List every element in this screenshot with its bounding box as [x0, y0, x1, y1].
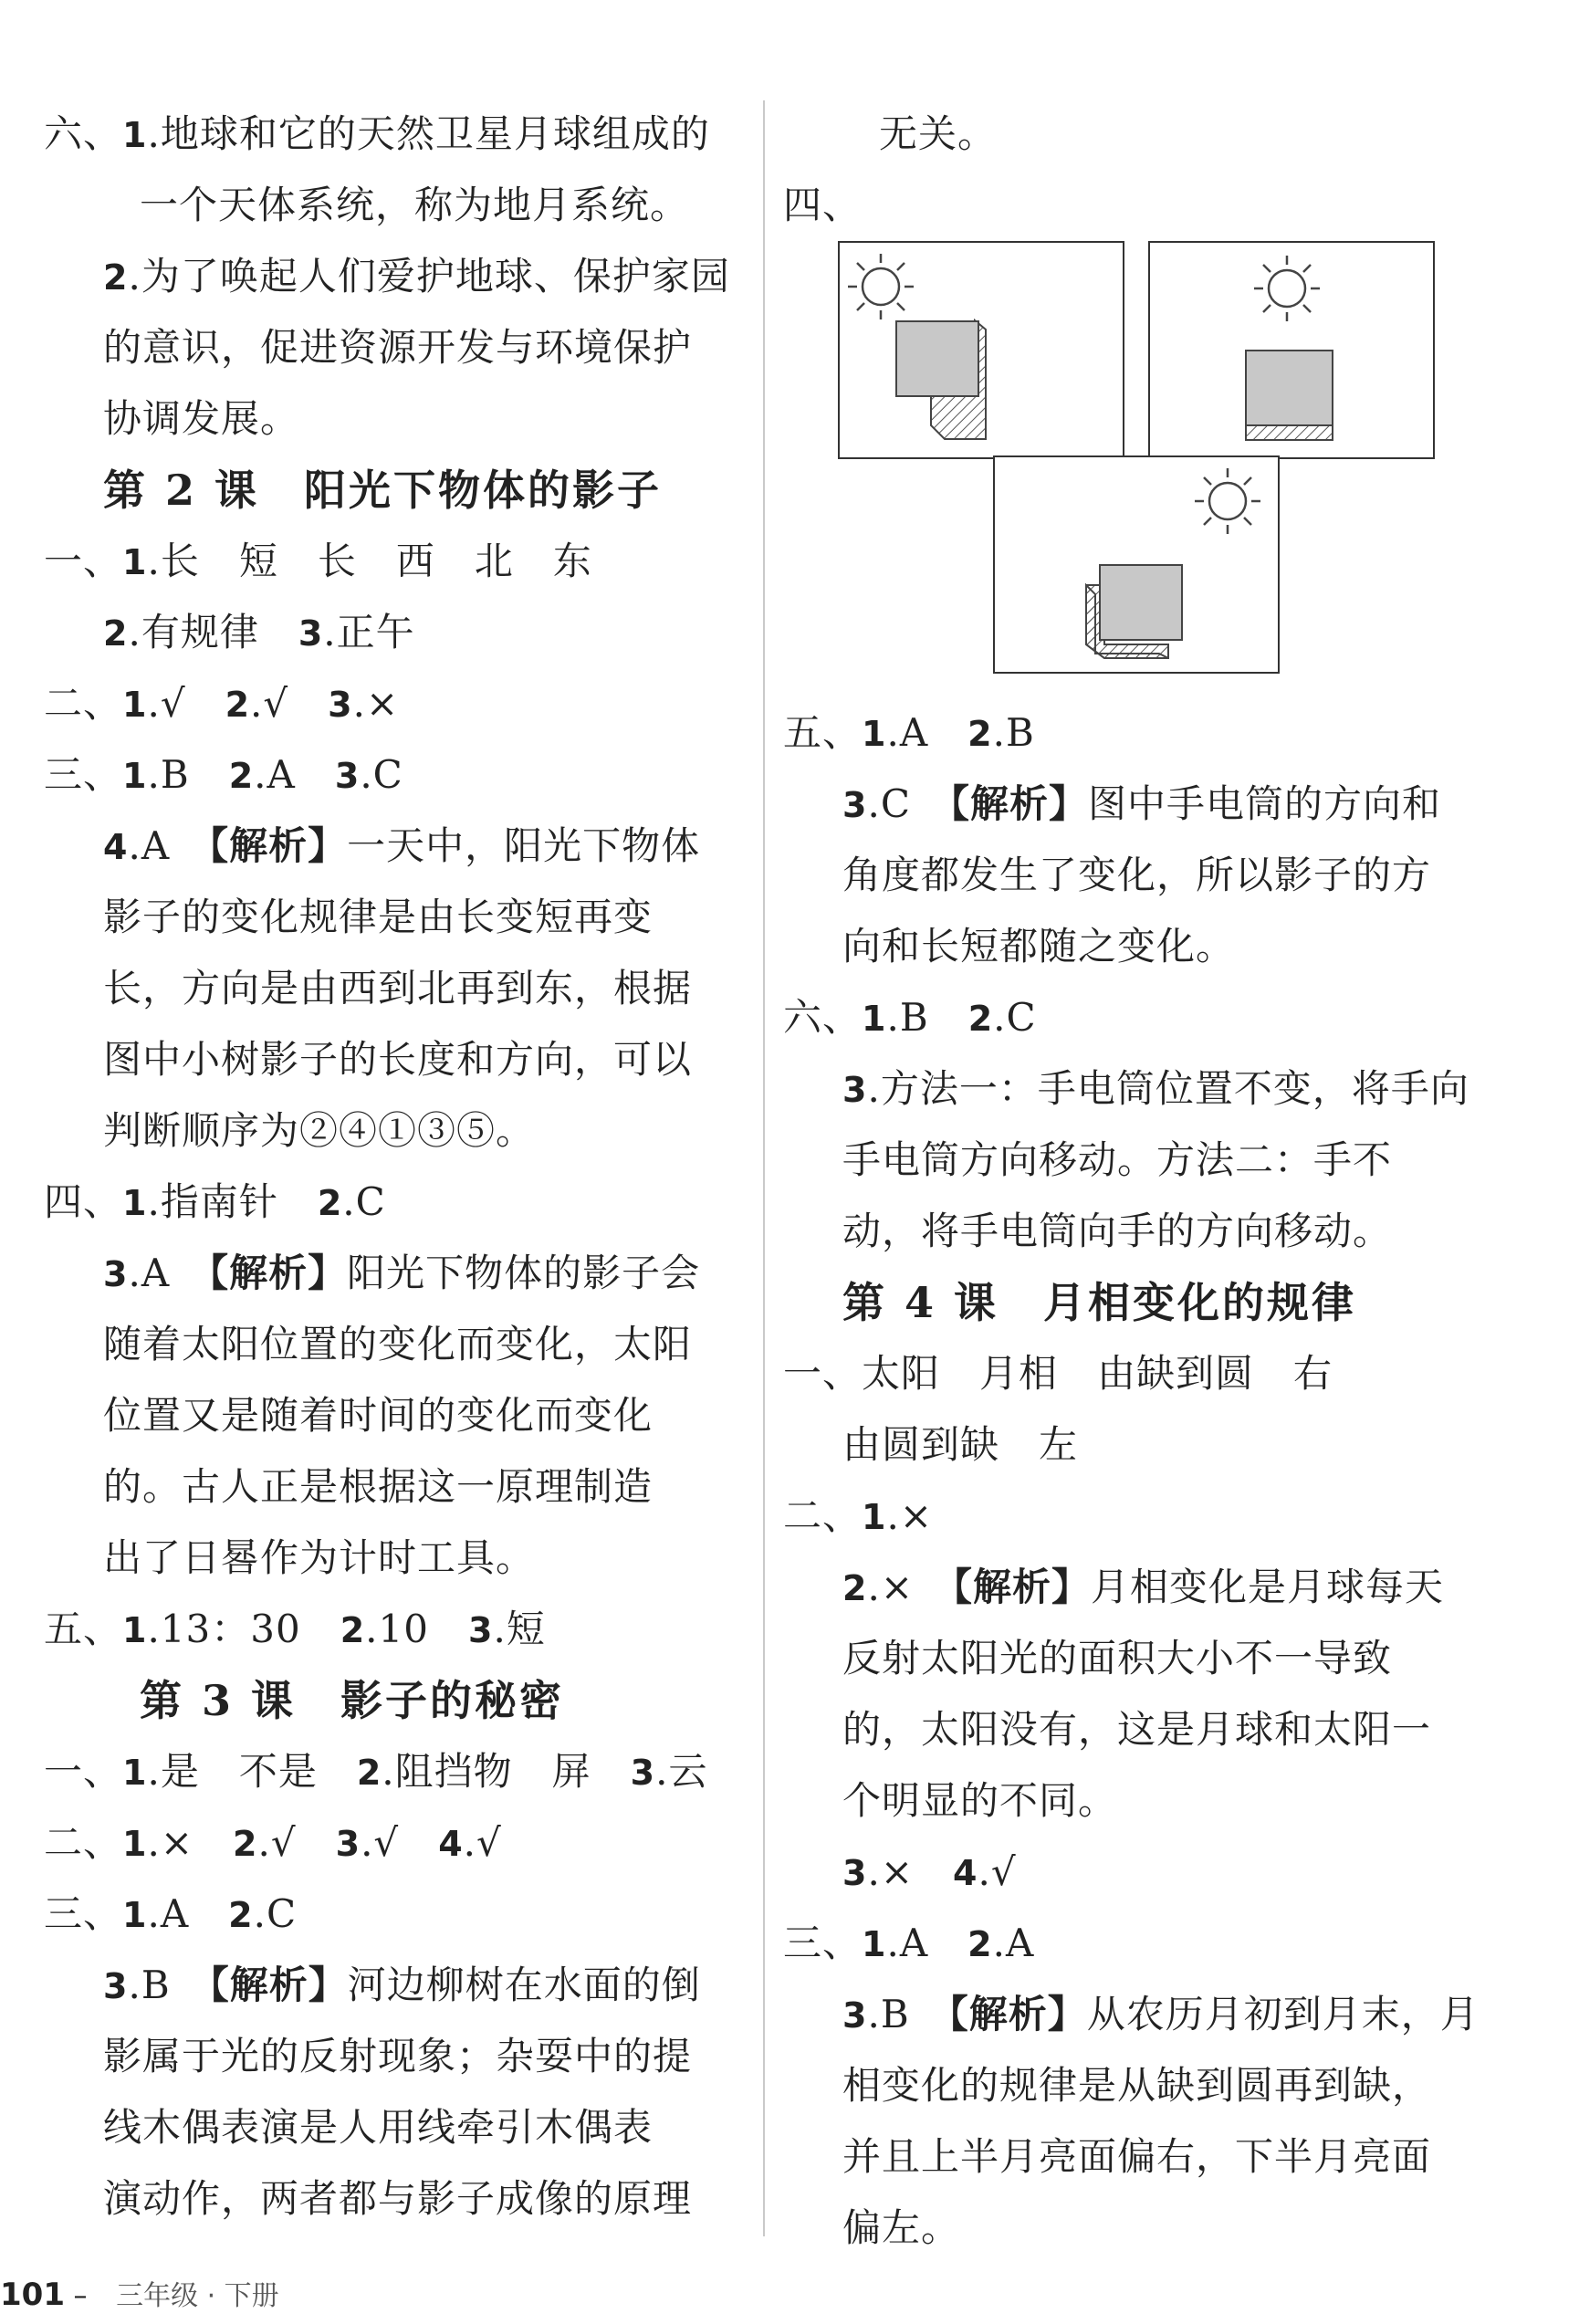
- answer-text: A: [267, 752, 335, 797]
- answer-text: 地球和它的天然卫星月球组成的: [160, 111, 710, 156]
- question-dot: .: [992, 1921, 1006, 1965]
- question-number: 1: [862, 1924, 887, 1964]
- question-number: 1: [122, 1183, 148, 1223]
- grade-label: 三年级 · 下册: [116, 2280, 279, 2312]
- answer-line: [44, 2092, 747, 2163]
- answer-line: [783, 1765, 1495, 1837]
- answer-line: [44, 597, 747, 668]
- answer-line: [783, 1908, 1495, 1979]
- answer-text: 是 不是: [160, 1749, 357, 1794]
- answer-line: [783, 911, 1495, 982]
- question-number: 3: [842, 785, 868, 825]
- answer-line: [783, 99, 1495, 170]
- answer-text: 出了日晷作为计时工具。: [103, 1535, 536, 1580]
- question-number: 2: [967, 714, 993, 754]
- section-label: 五、: [783, 710, 863, 755]
- answer-line: [44, 241, 747, 312]
- question-number: 3: [298, 613, 324, 654]
- answer-text: 无关。: [879, 111, 998, 156]
- answer-line: [44, 1167, 747, 1238]
- answer-text: ×: [880, 1849, 954, 1894]
- answer-text: 并且上半月亮面偏右，下半月亮面: [842, 2134, 1432, 2179]
- sun-icon: [1254, 256, 1320, 321]
- answer-line: [783, 982, 1495, 1053]
- question-dot: .: [382, 1749, 395, 1794]
- answer-text: 反射太阳光的面积大小不一导致: [842, 1636, 1393, 1680]
- answer-line: [783, 1837, 1495, 1908]
- question-dot: .: [463, 1820, 476, 1865]
- answer-text: B: [880, 1992, 949, 2036]
- answer-text: 方法一：手电筒位置不变，将手向: [880, 1066, 1469, 1111]
- answer-text: 的，太阳没有，这是月球和太阳一: [842, 1707, 1432, 1752]
- section-label: 六、: [44, 111, 123, 156]
- analysis-tag: 【解析】: [209, 1251, 348, 1295]
- answer-text: 随着太阳位置的变化而变化，太阳: [103, 1322, 693, 1366]
- answer-text: 的意识，促进资源开发与环境保护: [103, 325, 693, 370]
- question-dot: .: [128, 1963, 141, 2007]
- answer-text: 图中手电筒的方向和: [1087, 781, 1441, 826]
- question-number: 2: [317, 1183, 343, 1223]
- question-dot: .: [867, 1992, 881, 2036]
- question-number: 1: [862, 999, 887, 1039]
- answer-text: B: [899, 995, 968, 1040]
- answer-line: [783, 2050, 1495, 2121]
- answer-text: √: [476, 1820, 502, 1865]
- answer-line: [783, 2193, 1495, 2264]
- question-dot: .: [886, 1921, 900, 1965]
- answer-text: 阻挡物 屏: [394, 1749, 631, 1794]
- question-number: 2: [228, 1895, 254, 1935]
- answer-line: [44, 1523, 747, 1594]
- answer-text: B: [1005, 710, 1035, 755]
- answer-text: 影属于光的反射现象；杂耍中的提: [103, 2034, 693, 2078]
- answer-text: 长 短 长 西 北 东: [160, 539, 592, 583]
- question-number: 2: [967, 1924, 993, 1964]
- question-number: 1: [122, 1895, 148, 1935]
- answer-text: A: [899, 1921, 968, 1965]
- answer-line: [44, 1736, 747, 1807]
- question-dot: .: [867, 1565, 881, 1609]
- answer-line: [783, 1338, 1495, 1409]
- question-dot: .: [147, 1891, 161, 1936]
- answer-text: 指南针: [160, 1179, 318, 1224]
- question-dot: .: [128, 823, 141, 868]
- section-label: 三、: [783, 1921, 863, 1965]
- answer-line: [44, 1807, 747, 1879]
- lesson-heading: 第 3 课 影子的秘密: [140, 1676, 565, 1725]
- answer-line: [44, 170, 747, 241]
- section-label: 四、: [44, 1179, 123, 1224]
- answer-line: [44, 526, 747, 597]
- question-number: 2: [103, 613, 129, 654]
- analysis-tag: 【解析】: [209, 823, 348, 868]
- question-number: 2: [228, 756, 255, 796]
- answer-text: 偏左。: [842, 2205, 961, 2250]
- answer-text: 太阳 月相 由缺到圆 右: [862, 1351, 1333, 1396]
- answer-line: [44, 1024, 747, 1095]
- answer-text: 线木偶表演是人用线牵引木偶表: [103, 2105, 654, 2150]
- question-dot: .: [655, 1749, 669, 1794]
- answer-text: C: [1006, 995, 1037, 1040]
- question-dot: .: [147, 1749, 161, 1794]
- page-footer: [0, 2273, 279, 2313]
- answer-line: [44, 882, 747, 953]
- answer-text: 位置又是随着时间的变化而变化: [103, 1393, 654, 1438]
- question-number: 3: [103, 1966, 129, 2006]
- question-dot: .: [253, 1891, 267, 1936]
- answer-text: 为了唤起人们爱护地球、保护家园: [141, 254, 730, 298]
- answer-text: ×: [365, 681, 400, 726]
- answer-line: [44, 2163, 747, 2235]
- answer-line: [783, 840, 1495, 911]
- question-dot: .: [867, 1066, 881, 1111]
- question-number: 1: [122, 1610, 148, 1650]
- question-number: 1: [122, 115, 148, 155]
- answer-line: [783, 1694, 1495, 1765]
- question-dot: .: [352, 681, 366, 726]
- answer-text: 正午: [336, 610, 415, 654]
- footer-dash: –: [73, 2280, 88, 2312]
- answer-text: A: [160, 1891, 229, 1936]
- answer-text: A: [899, 710, 968, 755]
- answer-text: 由圆到缺 左: [842, 1422, 1079, 1467]
- question-number: 1: [122, 542, 148, 582]
- answer-line: [44, 1879, 747, 1950]
- question-number: 1: [122, 1824, 148, 1864]
- section-label: 二、: [44, 681, 123, 726]
- section-label: 三、: [44, 1891, 123, 1936]
- question-dot: .: [128, 610, 141, 654]
- question-dot: .: [254, 752, 267, 797]
- question-dot: .: [342, 1179, 356, 1224]
- question-dot: .: [886, 1493, 900, 1538]
- block-front: [1100, 565, 1182, 640]
- answer-line: [44, 99, 747, 170]
- answer-line: [44, 1451, 747, 1523]
- column-divider: [763, 100, 765, 2236]
- answer-line: [783, 1409, 1495, 1481]
- sun-icon: [848, 254, 914, 319]
- answer-line: [44, 1309, 747, 1380]
- shadow-figure-2: [1148, 241, 1435, 459]
- question-dot: .: [992, 710, 1006, 755]
- question-number: 3: [630, 1753, 656, 1793]
- question-dot: .: [250, 681, 264, 726]
- answer-line: [44, 953, 747, 1024]
- answer-text: 向和长短都随之变化。: [842, 924, 1236, 968]
- answer-line: [783, 1979, 1495, 2050]
- question-number: 1: [122, 1753, 148, 1793]
- analysis-tag: 【解析】: [949, 781, 1088, 826]
- question-dot: .: [360, 752, 373, 797]
- answer-text: 动，将手电筒向手的方向移动。: [842, 1209, 1393, 1253]
- question-number: 3: [103, 1254, 129, 1294]
- question-number: 1: [862, 1497, 887, 1537]
- answer-text: 云: [668, 1749, 708, 1794]
- question-dot: .: [978, 1849, 991, 1894]
- answer-text: 从农历月初到月末，月: [1086, 1992, 1480, 2036]
- section-label: 一、: [44, 1749, 123, 1794]
- answer-text: 的。古人正是根据这一原理制造: [103, 1464, 654, 1509]
- analysis-tag: 【解析】: [209, 1963, 348, 2007]
- block-front: [1246, 351, 1333, 425]
- lesson-heading: 第 4 课 月相变化的规律: [842, 1278, 1357, 1327]
- question-number: 4: [438, 1824, 464, 1864]
- answer-text: C: [266, 1891, 298, 1936]
- question-dot: .: [365, 1607, 379, 1651]
- left-column: [44, 99, 747, 2235]
- question-number: 2: [103, 257, 129, 298]
- answer-text: 相变化的规律是从缺到圆再到缺，: [842, 2063, 1432, 2108]
- question-dot: .: [128, 1251, 141, 1295]
- section-label: 二、: [44, 1820, 123, 1865]
- answer-line: [44, 383, 747, 455]
- analysis-tag: 【解析】: [953, 1565, 1092, 1609]
- question-dot: .: [867, 1849, 881, 1894]
- question-number: 2: [967, 999, 994, 1039]
- question-number: 2: [356, 1753, 382, 1793]
- section-label: 四、: [783, 183, 863, 227]
- section-label: 一、: [783, 1351, 863, 1396]
- question-dot: .: [867, 781, 881, 826]
- question-number: 2: [340, 1610, 366, 1650]
- answer-line: [783, 1552, 1495, 1623]
- question-dot: .: [147, 111, 161, 156]
- question-dot: .: [147, 1820, 161, 1865]
- answer-line: [44, 1095, 747, 1167]
- answer-line: [44, 312, 747, 383]
- answer-text: 有规律: [141, 610, 298, 654]
- question-number: 2: [225, 685, 251, 725]
- answer-line: [44, 739, 747, 811]
- answer-text: √: [990, 1849, 1017, 1894]
- answer-text: 一天中，阳光下物体: [347, 823, 701, 868]
- section-label: 三、: [44, 752, 123, 797]
- answer-line: [44, 668, 747, 739]
- answer-line: [783, 2121, 1495, 2193]
- answer-text: 个明显的不同。: [842, 1778, 1118, 1823]
- section-label: 六、: [783, 995, 863, 1040]
- answer-text: C: [355, 1179, 386, 1224]
- section-label: 二、: [783, 1493, 863, 1538]
- question-dot: .: [886, 710, 900, 755]
- question-number: 3: [842, 1070, 868, 1110]
- answer-text: B: [141, 1963, 210, 2007]
- answer-text: 长，方向是由西到北再到东，根据: [103, 966, 693, 1010]
- question-dot: .: [886, 995, 900, 1040]
- answer-line: [783, 1481, 1495, 1552]
- shadow-figure-3: [993, 455, 1280, 674]
- answer-text: 月相变化是月球每天: [1091, 1565, 1445, 1609]
- answer-text: 影子的变化规律是由长变短再变: [103, 895, 654, 939]
- lesson-heading: 第 2 课 阳光下物体的影子: [103, 466, 663, 515]
- section-label: 一、: [44, 539, 123, 583]
- question-number: 4: [953, 1853, 978, 1893]
- answer-text: 13：30: [160, 1607, 340, 1651]
- question-number: 3: [842, 1853, 868, 1893]
- answer-text: 演动作，两者都与影子成像的原理: [103, 2176, 693, 2221]
- answer-text: 阳光下物体的影子会: [347, 1251, 701, 1295]
- question-number: 1: [122, 756, 148, 796]
- question-dot: .: [993, 995, 1007, 1040]
- answer-text: B: [160, 752, 229, 797]
- shadow-figure-1: [838, 241, 1124, 459]
- answer-text: 河边柳树在水面的倒: [347, 1963, 701, 2007]
- answer-line: [783, 1196, 1495, 1267]
- question-number: 3: [328, 685, 353, 725]
- question-dot: .: [147, 681, 161, 726]
- answer-line: [783, 1623, 1495, 1694]
- answer-line: [44, 1594, 747, 1665]
- right-bottom-lines: [783, 697, 1495, 2264]
- question-dot: .: [361, 1820, 374, 1865]
- right-column: [783, 99, 1495, 2264]
- answer-text: 图中小树影子的长度和方向，可以: [103, 1037, 693, 1082]
- answer-text: A: [141, 823, 210, 868]
- sun-icon: [1195, 468, 1260, 534]
- answer-text: 短: [506, 1607, 546, 1651]
- answer-text: 10: [378, 1607, 468, 1651]
- answer-text: 角度都发生了变化，所以影子的方: [842, 853, 1432, 897]
- answer-text: √: [373, 1820, 439, 1865]
- answer-line: [44, 811, 747, 882]
- answer-text: C: [372, 752, 403, 797]
- right-top-lines: [783, 99, 1495, 241]
- question-dot: .: [128, 254, 141, 298]
- shadow-figure-row-2: [783, 565, 1495, 807]
- question-number: 1: [862, 714, 887, 754]
- answer-text: √: [263, 681, 329, 726]
- question-dot: .: [323, 610, 337, 654]
- question-number: 3: [334, 756, 361, 796]
- answer-text: 手电筒方向移动。方法二：手不: [842, 1137, 1393, 1182]
- answer-text: ×: [899, 1493, 934, 1538]
- question-number: 1: [122, 685, 148, 725]
- page-number: 101: [0, 2277, 65, 2313]
- answer-line: [783, 1125, 1495, 1196]
- answer-text: A: [141, 1251, 210, 1295]
- question-dot: .: [257, 1820, 271, 1865]
- question-dot: .: [147, 752, 161, 797]
- question-number: 3: [467, 1610, 494, 1650]
- question-dot: .: [147, 1179, 161, 1224]
- answer-text: C: [880, 781, 950, 826]
- answer-text: 判断顺序为②④①③⑤。: [103, 1108, 536, 1153]
- answer-text: 一个天体系统，称为地月系统。: [140, 183, 690, 227]
- question-number: 3: [335, 1824, 361, 1864]
- answer-line: [44, 1238, 747, 1309]
- question-number: 3: [842, 1995, 868, 2036]
- answer-text: √: [160, 681, 225, 726]
- section-label: 五、: [44, 1607, 123, 1651]
- analysis-tag: 【解析】: [948, 1992, 1087, 2036]
- answer-text: √: [270, 1820, 336, 1865]
- question-dot: .: [147, 1607, 161, 1651]
- answer-text: ×: [160, 1820, 234, 1865]
- question-number: 2: [233, 1824, 258, 1864]
- question-number: 2: [842, 1568, 868, 1608]
- answer-text: 协调发展。: [103, 396, 300, 441]
- answer-line: [783, 1053, 1495, 1125]
- question-number: 4: [103, 827, 129, 867]
- answer-text: ×: [880, 1565, 954, 1609]
- answer-line: [44, 1380, 747, 1451]
- answer-line: [44, 2021, 747, 2092]
- answer-line: [44, 1950, 747, 2021]
- block-front: [896, 321, 978, 396]
- answer-line: [783, 170, 1495, 241]
- answer-text: A: [1005, 1921, 1035, 1965]
- question-dot: .: [493, 1607, 507, 1651]
- question-dot: .: [147, 539, 161, 583]
